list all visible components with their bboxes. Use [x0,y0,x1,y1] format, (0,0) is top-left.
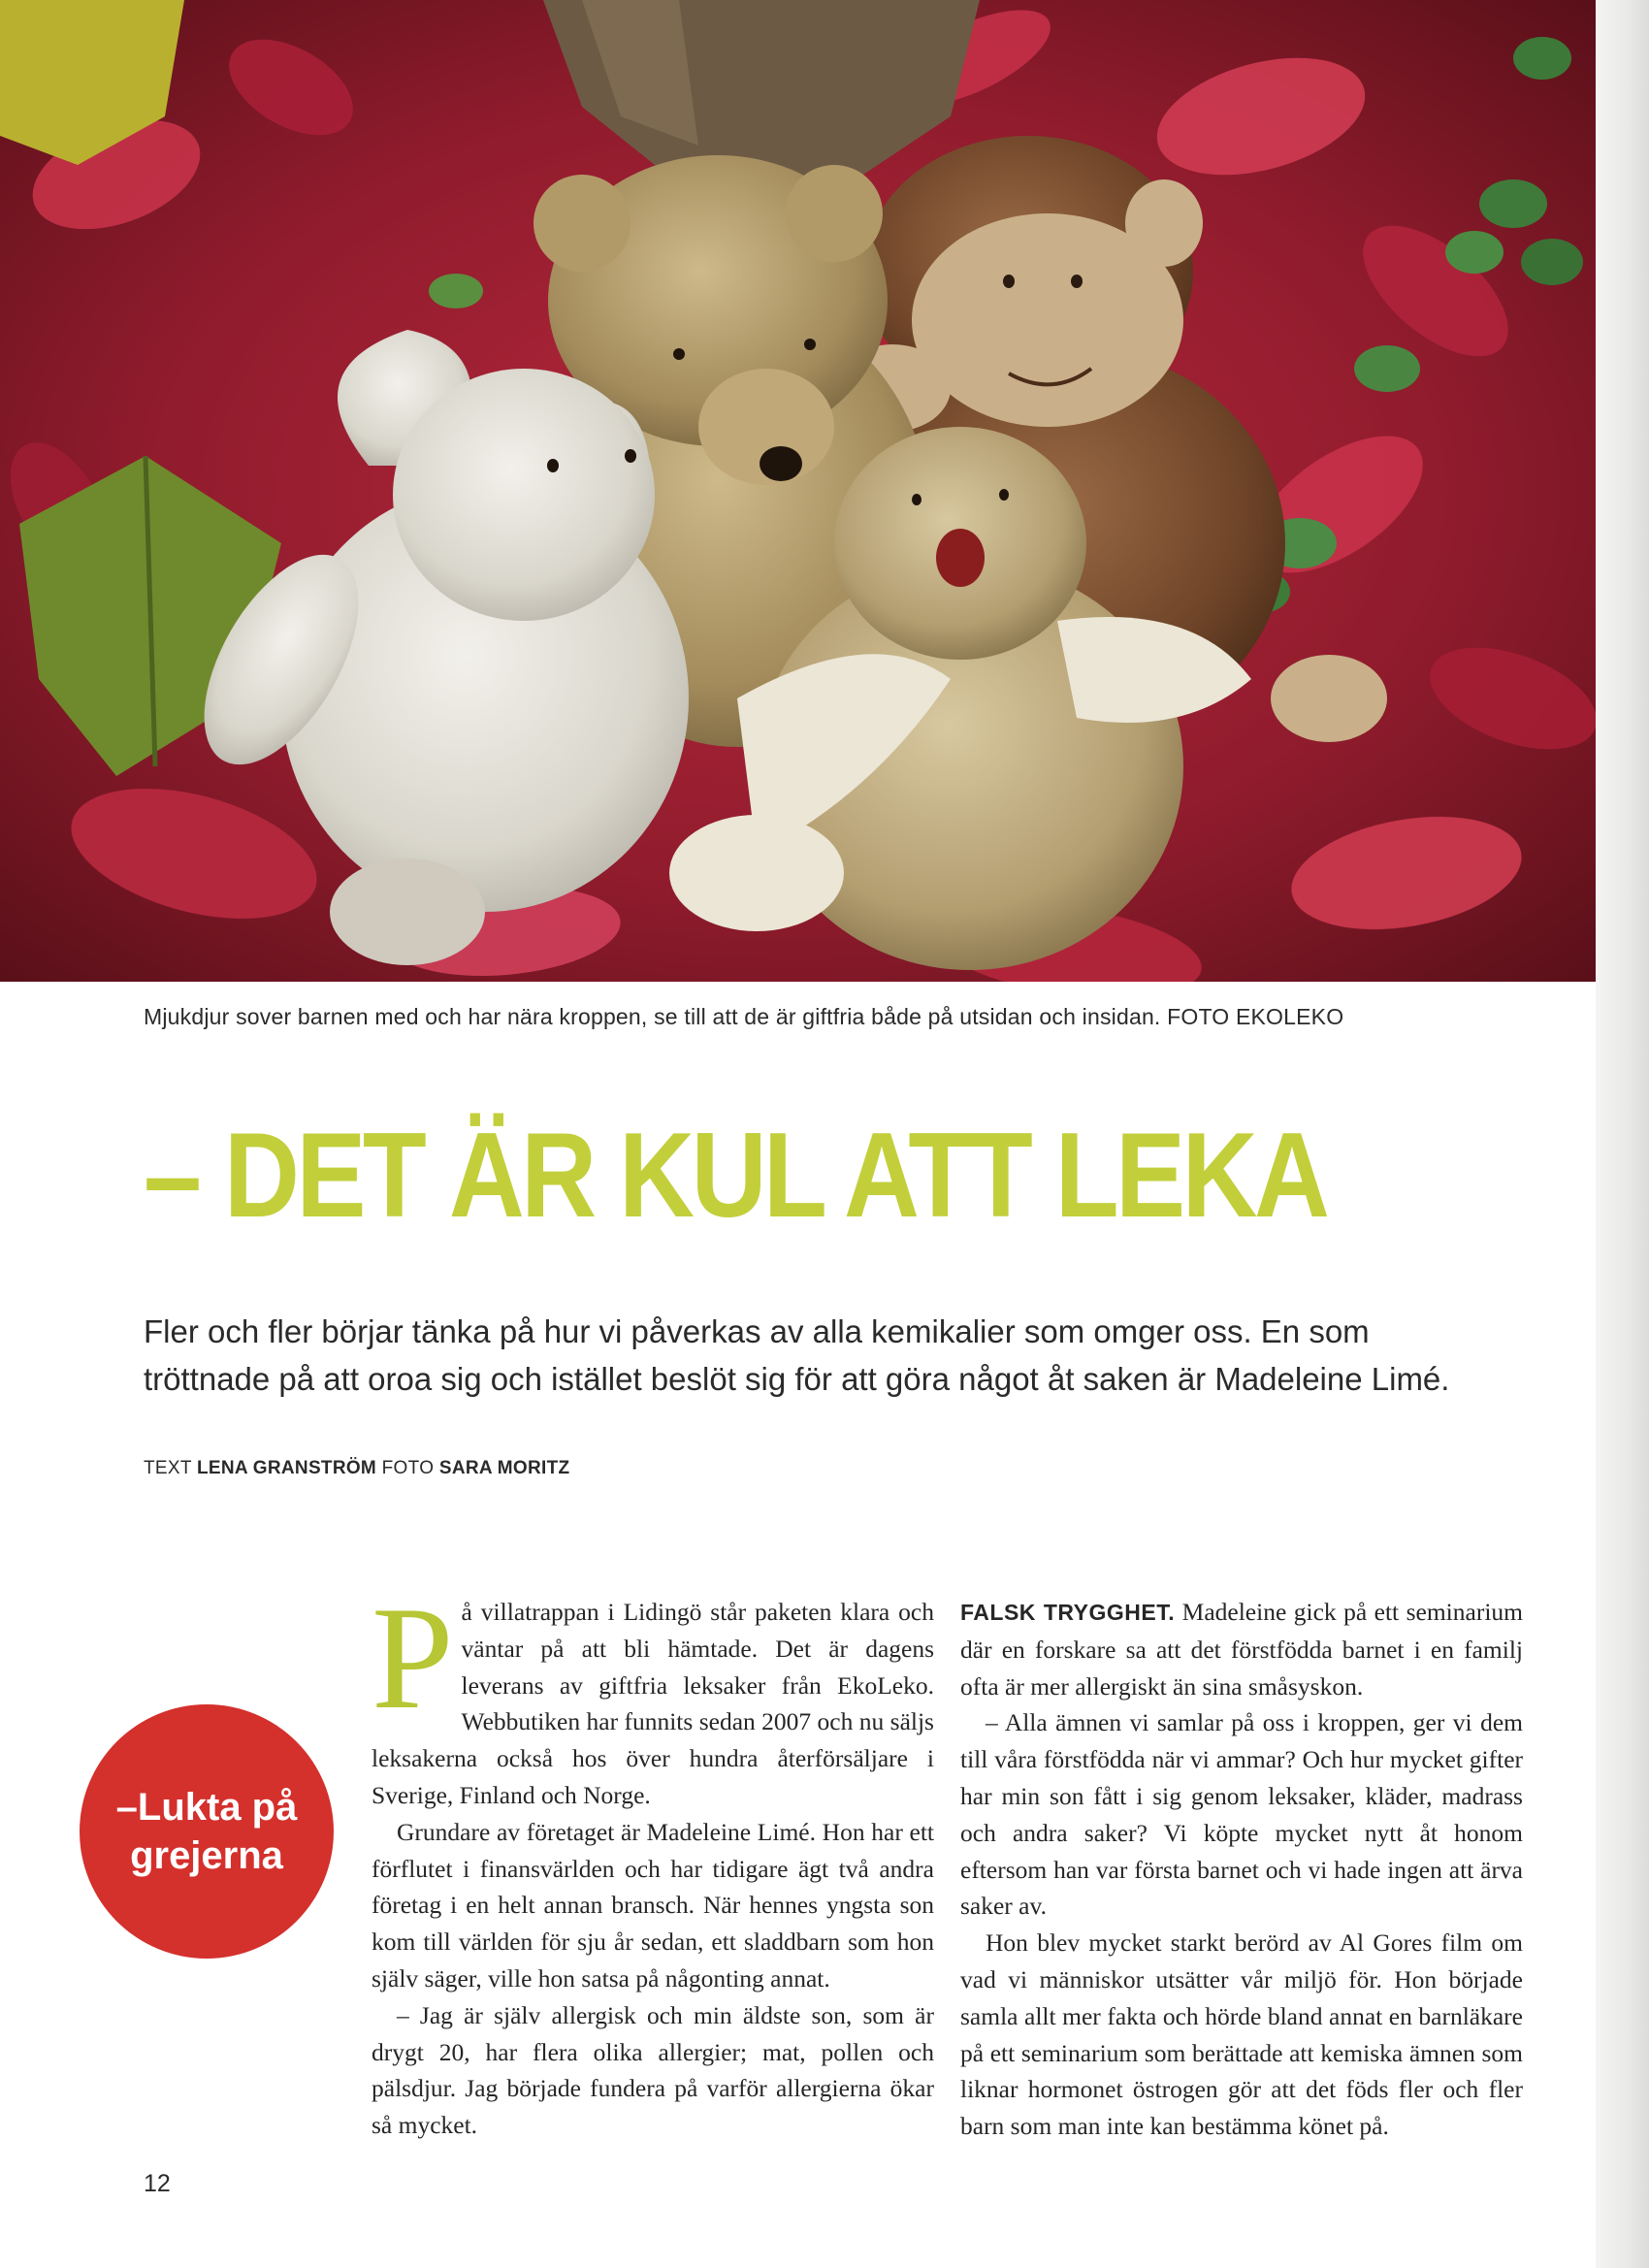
byline-photo-role: FOTO [381,1458,435,1478]
paragraph-text: Madeleine gick på ett seminarium där en forskare sa att det förstfödda barnet i en familj ofta är mer allergiskt än sina småsyskon. [960,1598,1524,1701]
paragraph: – Jag är själv allergisk och min äldste son, som är drygt 20, har flera olika allergier; mat, pollen och pälsdjur. Jag började fundera på varför allergierna ökar så mycket. [372,2000,934,2140]
page-edge [1596,0,1649,2268]
page-number: 12 [144,2170,171,2197]
dropcap: P [372,1576,454,1739]
byline-text-role: TEXT [144,1458,192,1478]
headline: – DET ÄR KUL ATT LEKA [144,1109,1327,1243]
pull-quote-badge [80,1704,334,1959]
paragraph [960,1594,1523,1704]
section-run-in-heading: FALSK TRYGGHET. [960,1600,1176,1625]
article-column-right [960,1594,1523,2145]
paragraph: Grundare av företaget är Madeleine Limé. Hon har ett förflutet i finansvärlden och har tidigare ägt två andra företag i en helt annan bransch. När hennes yngsta son kom till världen för sju år sedan, ett sladdbarn som hon själv säger, ville hon satsa på någonting annat. [372,1817,934,1993]
hero-photo [0,0,1596,982]
photo-plush-toys-icon [0,0,1596,982]
byline-text-name: LENA GRANSTRÖM [197,1458,377,1478]
paragraph [372,1576,934,1814]
byline [144,1458,569,1479]
paragraph: – Alla ämnen vi samlar på oss i kroppen, ger vi dem till våra förstfödda när vi ammar? Och hur mycket gifter har min son fått i sig genom leksaker, kläder, madrass och andra saker? Vi köpte mycket nytt åt honom eftersom han var första barnet och vi hade ingen att ärva saker av. [960,1708,1523,1921]
paragraph-text: å villatrappan i Lidingö står paketen klara och väntar på att bli hämtade. Det är dagens leverans av giftfria leksaker från EkoLeko. Webbutiken har funnits sedan 2007 och nu säljs leksakerna också hos över hundra återförsäljare i Sverige, Finland och Norge. [372,1598,934,1809]
article-column-left [372,1576,934,2144]
byline-photo-name: SARA MORITZ [438,1458,570,1478]
paragraph: Hon blev mycket starkt berörd av Al Gores film om vad vi människor utsätter vår miljö för. Hon började samla allt mer fakta och hörde bland annat en barnläkare på ett seminarium som berättade att kemiska ämnen som liknar hormonet östrogen gör att det föds fler och fler barn som man inte kan bestämma könet på. [960,1928,1523,2141]
ingress: Fler och fler börjar tänka på hur vi påverkas av alla kemikalier som omger oss. En som tröttnade på att oroa sig och istället beslöt sig för att göra något åt saken är Madeleine Limé. [144,1313,1450,1397]
pull-quote-text: –Lukta på grejerna [115,1786,298,1877]
photo-caption: Mjukdjur sover barnen med och har nära kroppen, se till att de är giftfria både på utsidan och insidan. FOTO EKOLEKO [144,1004,1344,1029]
